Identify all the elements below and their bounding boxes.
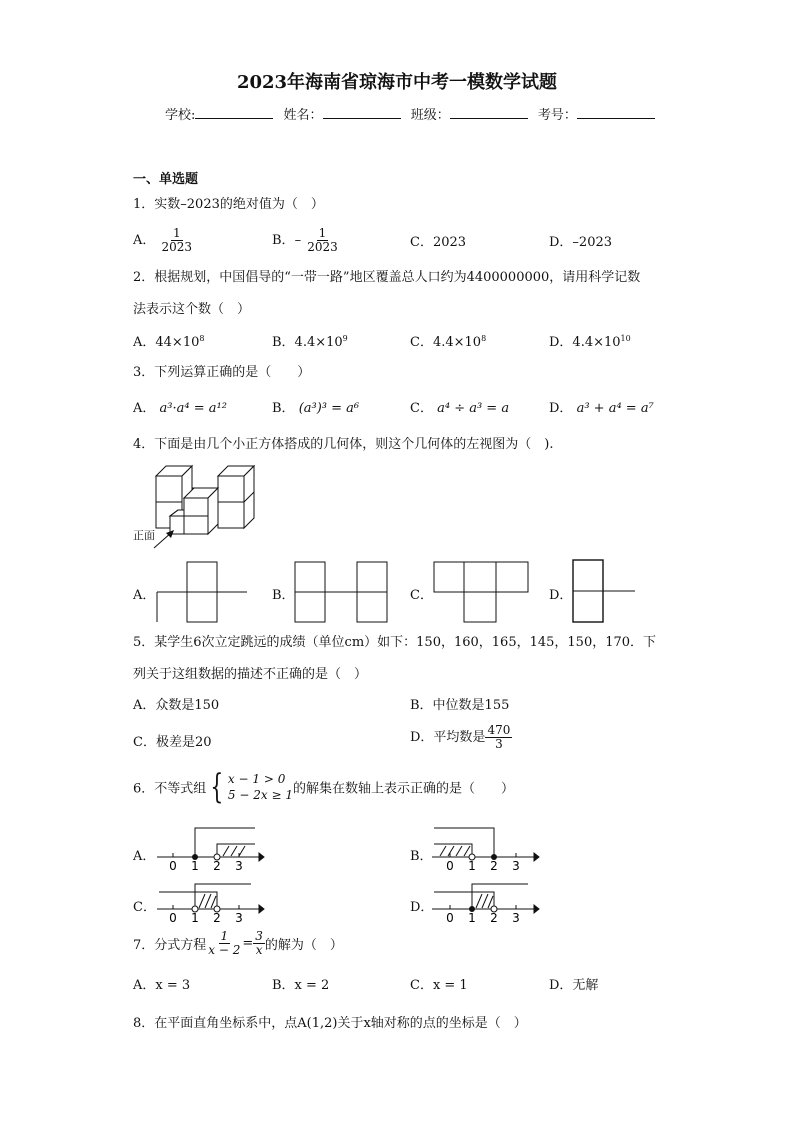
q7-option-c[interactable]: C．x = 1 bbox=[410, 978, 468, 993]
q1-b-sign: – bbox=[294, 233, 302, 249]
q1-option-b[interactable] bbox=[272, 227, 340, 254]
name-label: 姓名： bbox=[283, 108, 323, 123]
tick-label: 0 bbox=[446, 859, 454, 872]
q4-option-a-figure[interactable] bbox=[155, 560, 250, 625]
q1-option-c[interactable]: C．2023 bbox=[410, 235, 467, 250]
q6-option-c-numberline[interactable] bbox=[155, 874, 265, 924]
q3-b-expr: (a³)³ = a⁶ bbox=[298, 401, 360, 416]
q5-option-d[interactable]: D．平均数是 $\frac{470}{3}$ bbox=[410, 723, 511, 752]
section-heading: 一、单选题 bbox=[133, 172, 199, 187]
q6-option-a-label[interactable]: A． bbox=[133, 849, 156, 864]
q2-option-d[interactable]: D．$4.4\times 10^{10}$ bbox=[549, 334, 631, 350]
q1-b-label: B． bbox=[272, 233, 295, 249]
q7-fraction-right: $\frac{3}{x}$ bbox=[255, 929, 263, 958]
q3-option-c[interactable]: C． a⁴ ÷ a³ = a bbox=[410, 401, 510, 416]
tick-label: 2 bbox=[490, 911, 498, 924]
tick-label: 3 bbox=[235, 859, 243, 872]
front-arrow-icon bbox=[150, 528, 180, 552]
q3-d-expr: a³ + a⁴ = a⁷ bbox=[576, 401, 654, 416]
q3-stem: 3．下列运算正确的是（ ） bbox=[133, 365, 311, 380]
q4-option-c-label[interactable]: C． bbox=[410, 588, 433, 603]
q1-stem: 1．实数–2023的绝对值为（ ） bbox=[133, 197, 324, 212]
q1-a-label: A． bbox=[133, 233, 156, 249]
q4-stem: 4．下面是由几个小正方体搭成的几何体，则这个几何体的左视图为（ ). bbox=[133, 437, 554, 452]
q5-stem-line2: 列关于这组数据的描述不正确的是（ ） bbox=[133, 667, 368, 682]
tick-label: 0 bbox=[446, 911, 454, 924]
q6-stem: 6．不等式组 { x − 1 > 0 5 − 2x ≥ 1 的解集在数轴上表示正确的是（ ） bbox=[133, 767, 514, 807]
q1-option-a[interactable] bbox=[133, 227, 194, 254]
q3-option-a[interactable]: A． a³·a⁴ = a¹² bbox=[133, 401, 227, 416]
q4-option-b-label[interactable]: B． bbox=[272, 588, 295, 603]
q5-option-c[interactable]: C．极差是20 bbox=[133, 735, 212, 750]
q3-option-b[interactable]: B． (a³)³ = a⁶ bbox=[272, 401, 360, 416]
q6-option-b-numberline[interactable] bbox=[430, 822, 540, 872]
tick-label: 3 bbox=[512, 859, 520, 872]
q4-option-a-label[interactable]: A． bbox=[133, 588, 156, 603]
class-blank[interactable] bbox=[450, 106, 528, 119]
tick-label: 0 bbox=[169, 859, 177, 872]
q8-stem: 8．在平面直角坐标系中，点A(1,2)关于x轴对称的点的坐标是（ ） bbox=[133, 1016, 527, 1031]
q5-option-a[interactable]: A．众数是150 bbox=[133, 698, 220, 713]
school-blank[interactable] bbox=[195, 106, 273, 119]
tick-label: 3 bbox=[512, 911, 520, 924]
tick-label: 2 bbox=[213, 911, 221, 924]
q6-option-c-label[interactable]: C． bbox=[133, 900, 156, 915]
q4-option-c-figure[interactable] bbox=[432, 560, 532, 625]
q4-option-b-figure[interactable] bbox=[293, 560, 393, 625]
q2-stem-line2: 法表示这个数（ ） bbox=[133, 302, 251, 317]
school-label: 学校: bbox=[165, 108, 196, 123]
q1-b-fraction: $\frac{1}{2023}$ bbox=[307, 226, 338, 255]
tick-label: 1 bbox=[191, 911, 199, 924]
number-blank[interactable] bbox=[577, 106, 655, 119]
q6-option-a-numberline[interactable] bbox=[155, 822, 265, 872]
number-label: 考号： bbox=[537, 108, 577, 123]
q3-a-expr: a³·a⁴ = a¹² bbox=[159, 401, 227, 416]
tick-label: 0 bbox=[169, 911, 177, 924]
name-blank[interactable] bbox=[323, 106, 401, 119]
q1-option-d[interactable]: D．–2023 bbox=[549, 235, 613, 250]
q7-fraction-left: $\frac{1}{x - 2}$ bbox=[208, 929, 241, 958]
tick-label: 2 bbox=[490, 859, 498, 872]
q7-option-b[interactable]: B．x = 2 bbox=[272, 978, 330, 993]
tick-label: 1 bbox=[468, 911, 476, 924]
student-info-line bbox=[165, 104, 661, 123]
q7-option-d[interactable]: D．无解 bbox=[549, 978, 599, 993]
q3-c-expr: a⁴ ÷ a³ = a bbox=[437, 401, 510, 416]
q3-option-d[interactable]: D． a³ + a⁴ = a⁷ bbox=[549, 401, 654, 416]
front-label: 正面 bbox=[133, 529, 155, 542]
q5-stem-line1: 5．某学生6次立定跳远的成绩（单位cm）如下：150，160，165，145，150，170．下 bbox=[133, 635, 657, 650]
q7-option-a[interactable]: A．x = 3 bbox=[133, 978, 191, 993]
page-title: 2023年海南省琼海市中考一模数学试题 bbox=[236, 72, 558, 93]
q2-stem-line1: 2．根据规划，中国倡导的“一带一路”地区覆盖总人口约为4400000000，请用科学记数 bbox=[133, 270, 641, 285]
q2-option-b[interactable]: B．$4.4\times 10^9$ bbox=[272, 334, 348, 350]
q4-option-d-figure[interactable] bbox=[571, 558, 641, 625]
q7-stem: 7．分式方程 $\frac{1}{x - 2}$ = $\frac{3}{x}$ 的解为（ ） bbox=[133, 929, 343, 958]
tick-label: 3 bbox=[235, 911, 243, 924]
q5-option-b[interactable]: B．中位数是155 bbox=[410, 698, 510, 713]
tick-label: 2 bbox=[213, 859, 221, 872]
class-label: 班级： bbox=[410, 108, 450, 123]
tick-label: 1 bbox=[191, 859, 199, 872]
q2-option-c[interactable]: C．$4.4\times 10^8$ bbox=[410, 334, 487, 350]
q2-option-a[interactable]: A．$44\times 10^8$ bbox=[133, 334, 205, 350]
q6-system: x − 1 > 0 5 − 2x ≥ 1 bbox=[227, 771, 293, 802]
q6-option-d-numberline[interactable] bbox=[430, 874, 540, 924]
q1-a-fraction: $\frac{1}{2023}$ bbox=[161, 226, 193, 255]
q4-option-d-label[interactable]: D． bbox=[549, 588, 573, 603]
q6-option-d-label[interactable]: D． bbox=[410, 900, 434, 915]
tick-label: 1 bbox=[468, 859, 476, 872]
q5-d-fraction: $\frac{470}{3}$ bbox=[487, 723, 511, 752]
q6-option-b-label[interactable]: B． bbox=[410, 849, 433, 864]
